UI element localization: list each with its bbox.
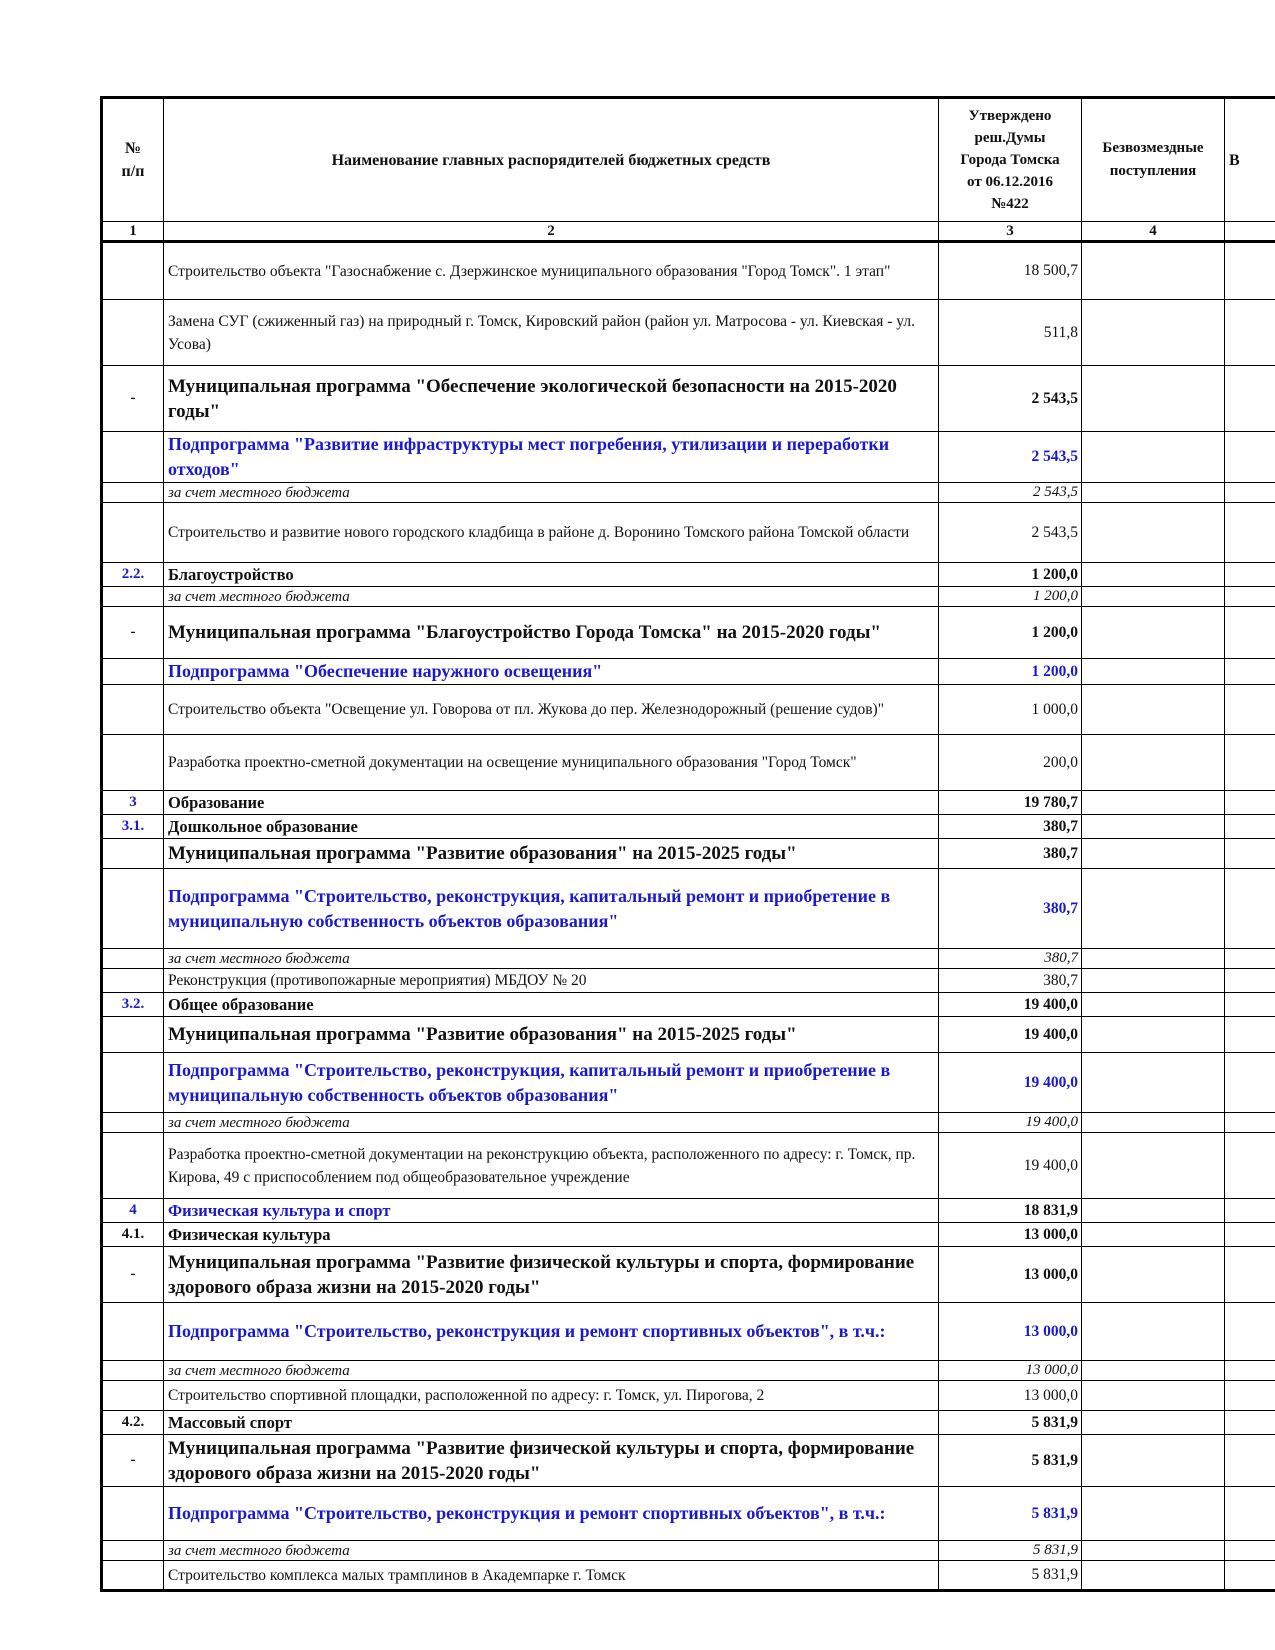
row-col5-value	[1225, 1411, 1275, 1435]
header-gratuitous: Безвозмездные поступления	[1082, 98, 1225, 222]
table-row	[102, 1541, 1275, 1561]
table-row	[102, 815, 1275, 839]
row-approved-value: 19 400,0	[939, 993, 1082, 1017]
row-gratuitous-value	[1082, 1411, 1225, 1435]
row-gratuitous-value	[1082, 432, 1225, 483]
row-gratuitous-value	[1082, 735, 1225, 791]
row-col5-value	[1225, 949, 1275, 969]
row-col5-value	[1225, 503, 1275, 563]
row-gratuitous-value	[1082, 1247, 1225, 1303]
row-approved-value: 380,7	[939, 839, 1082, 869]
row-name: Строительство и развитие нового городского кладбища в районе д. Воронино Томского района Томской области	[164, 503, 939, 563]
row-gratuitous-value	[1082, 839, 1225, 869]
row-number: 4.1.	[102, 1223, 164, 1247]
table-row	[102, 1199, 1275, 1223]
row-col5-value	[1225, 1561, 1275, 1591]
row-number: 3.2.	[102, 993, 164, 1017]
row-name: Муниципальная программа "Развитие образования" на 2015-2025 годы"	[164, 1017, 939, 1053]
row-name: Подпрограмма "Строительство, реконструкция, капитальный ремонт и приобретение в муниципальную собственность объектов образования"	[164, 869, 939, 949]
row-col5-value	[1225, 993, 1275, 1017]
table-row	[102, 1223, 1275, 1247]
row-name: Строительство объекта "Газоснабжение с. Дзержинское муниципального образования "Город Томск". 1 этап"	[164, 242, 939, 300]
row-approved-value: 18 831,9	[939, 1199, 1082, 1223]
row-name: Физическая культура и спорт	[164, 1199, 939, 1223]
row-name: Благоустройство	[164, 563, 939, 587]
row-number: -	[102, 1435, 164, 1487]
table-row	[102, 1381, 1275, 1411]
row-col5-value	[1225, 1303, 1275, 1361]
row-gratuitous-value	[1082, 659, 1225, 685]
table-row	[102, 839, 1275, 869]
row-name: Муниципальная программа "Благоустройство Города Томска" на 2015-2020 годы"	[164, 607, 939, 659]
row-col5-value	[1225, 607, 1275, 659]
row-col5-value	[1225, 1435, 1275, 1487]
row-name: Массовый спорт	[164, 1411, 939, 1435]
row-approved-value: 5 831,9	[939, 1435, 1082, 1487]
row-col5-value	[1225, 1361, 1275, 1381]
row-col5-value	[1225, 300, 1275, 366]
row-number	[102, 242, 164, 300]
row-approved-value: 13 000,0	[939, 1247, 1082, 1303]
row-col5-value	[1225, 839, 1275, 869]
row-col5-value	[1225, 366, 1275, 432]
table-row	[102, 685, 1275, 735]
row-name: Строительство объекта "Освещение ул. Говорова от пл. Жукова до пер. Железнодорожный (решение судов)"	[164, 685, 939, 735]
row-name: Реконструкция (противопожарные мероприятия) МБДОУ № 20	[164, 969, 939, 993]
row-number	[102, 659, 164, 685]
row-number	[102, 300, 164, 366]
row-gratuitous-value	[1082, 607, 1225, 659]
row-number	[102, 1133, 164, 1199]
row-col5-value	[1225, 735, 1275, 791]
row-approved-value: 380,7	[939, 949, 1082, 969]
row-name: Строительство спортивной площадки, расположенной по адресу: г. Томск, ул. Пирогова, 2	[164, 1381, 939, 1411]
row-approved-value: 511,8	[939, 300, 1082, 366]
row-approved-value: 1 200,0	[939, 587, 1082, 607]
table-row	[102, 1303, 1275, 1361]
row-approved-value: 1 200,0	[939, 607, 1082, 659]
row-gratuitous-value	[1082, 1223, 1225, 1247]
row-number	[102, 1361, 164, 1381]
row-gratuitous-value	[1082, 685, 1225, 735]
row-col5-value	[1225, 1541, 1275, 1561]
row-col5-value	[1225, 869, 1275, 949]
row-name: Разработка проектно-сметной документации на освещение муниципального образования "Город Томск"	[164, 735, 939, 791]
row-gratuitous-value	[1082, 815, 1225, 839]
header-name: Наименование главных распорядителей бюджетных средств	[164, 98, 939, 222]
row-name: Образование	[164, 791, 939, 815]
header-approved: Утверждено реш.Думы Города Томска от 06.12.2016 №422	[939, 98, 1082, 222]
row-approved-value: 1 200,0	[939, 563, 1082, 587]
table-row	[102, 1133, 1275, 1199]
row-approved-value: 380,7	[939, 815, 1082, 839]
row-col5-value	[1225, 1381, 1275, 1411]
table-row	[102, 1487, 1275, 1541]
row-number	[102, 1561, 164, 1591]
row-name: Замена СУГ (сжиженный газ) на природный г. Томск, Кировский район (район ул. Матросова - ул. Киевская - ул. Усова)	[164, 300, 939, 366]
row-gratuitous-value	[1082, 791, 1225, 815]
header-index-4: 4	[1082, 222, 1225, 242]
row-col5-value	[1225, 791, 1275, 815]
row-number	[102, 685, 164, 735]
row-gratuitous-value	[1082, 1113, 1225, 1133]
row-approved-value: 2 543,5	[939, 483, 1082, 503]
row-gratuitous-value	[1082, 242, 1225, 300]
row-gratuitous-value	[1082, 563, 1225, 587]
row-name: за счет местного бюджета	[164, 587, 939, 607]
row-approved-value: 5 831,9	[939, 1487, 1082, 1541]
table-row	[102, 1561, 1275, 1591]
row-gratuitous-value	[1082, 366, 1225, 432]
row-approved-value: 1 000,0	[939, 685, 1082, 735]
table-row	[102, 1411, 1275, 1435]
row-gratuitous-value	[1082, 587, 1225, 607]
row-gratuitous-value	[1082, 483, 1225, 503]
table-row	[102, 503, 1275, 563]
row-gratuitous-value	[1082, 1361, 1225, 1381]
row-gratuitous-value	[1082, 869, 1225, 949]
row-approved-value: 13 000,0	[939, 1381, 1082, 1411]
row-name: Подпрограмма "Развитие инфраструктуры мест погребения, утилизации и переработки отходов"	[164, 432, 939, 483]
row-approved-value: 5 831,9	[939, 1561, 1082, 1591]
row-number: 2.2.	[102, 563, 164, 587]
row-name: Подпрограмма "Строительство, реконструкция и ремонт спортивных объектов", в т.ч.:	[164, 1303, 939, 1361]
table-row	[102, 607, 1275, 659]
table-row	[102, 242, 1275, 300]
table-row	[102, 366, 1275, 432]
table-row	[102, 432, 1275, 483]
row-col5-value	[1225, 1133, 1275, 1199]
table-row	[102, 969, 1275, 993]
row-number	[102, 587, 164, 607]
row-approved-value: 5 831,9	[939, 1411, 1082, 1435]
row-name: за счет местного бюджета	[164, 483, 939, 503]
row-col5-value	[1225, 563, 1275, 587]
row-number: 3.1.	[102, 815, 164, 839]
row-col5-value	[1225, 1017, 1275, 1053]
row-number	[102, 869, 164, 949]
table-body	[102, 242, 1275, 1591]
row-approved-value: 200,0	[939, 735, 1082, 791]
row-gratuitous-value	[1082, 949, 1225, 969]
table-row	[102, 563, 1275, 587]
row-name: Муниципальная программа "Развитие физической культуры и спорта, формирование здорового образа жизни на 2015-2020 годы"	[164, 1435, 939, 1487]
row-approved-value: 13 000,0	[939, 1303, 1082, 1361]
table-row	[102, 1053, 1275, 1113]
row-number: -	[102, 607, 164, 659]
table-row	[102, 1361, 1275, 1381]
row-name: Разработка проектно-сметной документации на реконструкцию объекта, расположенного по адресу: г. Томск, пр. Кирова, 49 с приспособлением под общеобразовательное учреждение	[164, 1133, 939, 1199]
row-number	[102, 432, 164, 483]
row-number	[102, 1053, 164, 1113]
table-row	[102, 1435, 1275, 1487]
row-approved-value: 19 400,0	[939, 1113, 1082, 1133]
table-row	[102, 993, 1275, 1017]
row-gratuitous-value	[1082, 1487, 1225, 1541]
header-number: № п/п	[102, 98, 164, 222]
row-approved-value: 19 400,0	[939, 1133, 1082, 1199]
row-approved-value: 380,7	[939, 869, 1082, 949]
row-number: 4.2.	[102, 1411, 164, 1435]
row-gratuitous-value	[1082, 1199, 1225, 1223]
row-name: за счет местного бюджета	[164, 1113, 939, 1133]
row-number	[102, 483, 164, 503]
row-col5-value	[1225, 1199, 1275, 1223]
header-col5: В	[1225, 98, 1275, 222]
row-gratuitous-value	[1082, 1435, 1225, 1487]
table-header	[102, 98, 1275, 242]
row-gratuitous-value	[1082, 993, 1225, 1017]
row-col5-value	[1225, 587, 1275, 607]
row-number	[102, 1017, 164, 1053]
row-name: Муниципальная программа "Развитие образования" на 2015-2025 годы"	[164, 839, 939, 869]
row-number	[102, 969, 164, 993]
row-gratuitous-value	[1082, 1053, 1225, 1113]
row-approved-value: 19 400,0	[939, 1017, 1082, 1053]
row-col5-value	[1225, 483, 1275, 503]
table-row	[102, 949, 1275, 969]
row-col5-value	[1225, 1487, 1275, 1541]
row-approved-value: 13 000,0	[939, 1223, 1082, 1247]
row-name: Физическая культура	[164, 1223, 939, 1247]
row-approved-value: 2 543,5	[939, 366, 1082, 432]
row-name: Подпрограмма "Строительство, реконструкция, капитальный ремонт и приобретение в муниципальную собственность объектов образования"	[164, 1053, 939, 1113]
table-row	[102, 1113, 1275, 1133]
header-index-5	[1225, 222, 1275, 242]
row-gratuitous-value	[1082, 1561, 1225, 1591]
row-gratuitous-value	[1082, 1133, 1225, 1199]
row-gratuitous-value	[1082, 300, 1225, 366]
row-col5-value	[1225, 659, 1275, 685]
row-approved-value: 5 831,9	[939, 1541, 1082, 1561]
row-name: Муниципальная программа "Обеспечение экологической безопасности на 2015-2020 годы"	[164, 366, 939, 432]
row-col5-value	[1225, 1053, 1275, 1113]
budget-table-container	[100, 96, 1275, 1592]
row-approved-value: 2 543,5	[939, 432, 1082, 483]
row-gratuitous-value	[1082, 1541, 1225, 1561]
row-number	[102, 735, 164, 791]
row-approved-value: 19 780,7	[939, 791, 1082, 815]
table-row	[102, 1247, 1275, 1303]
table-row	[102, 1017, 1275, 1053]
row-approved-value: 380,7	[939, 969, 1082, 993]
row-name: Подпрограмма "Строительство, реконструкция и ремонт спортивных объектов", в т.ч.:	[164, 1487, 939, 1541]
row-col5-value	[1225, 815, 1275, 839]
budget-table	[100, 96, 1275, 1592]
row-approved-value: 18 500,7	[939, 242, 1082, 300]
table-row	[102, 587, 1275, 607]
table-row	[102, 659, 1275, 685]
row-approved-value: 1 200,0	[939, 659, 1082, 685]
row-number	[102, 503, 164, 563]
row-gratuitous-value	[1082, 1381, 1225, 1411]
row-gratuitous-value	[1082, 969, 1225, 993]
header-index-1: 1	[102, 222, 164, 242]
row-number	[102, 1303, 164, 1361]
row-number	[102, 1381, 164, 1411]
row-col5-value	[1225, 685, 1275, 735]
table-row	[102, 791, 1275, 815]
table-row	[102, 869, 1275, 949]
row-number	[102, 949, 164, 969]
row-name: за счет местного бюджета	[164, 1541, 939, 1561]
row-gratuitous-value	[1082, 1303, 1225, 1361]
row-number	[102, 1541, 164, 1561]
table-row	[102, 483, 1275, 503]
row-approved-value: 19 400,0	[939, 1053, 1082, 1113]
row-number: 4	[102, 1199, 164, 1223]
row-gratuitous-value	[1082, 1017, 1225, 1053]
row-number	[102, 1113, 164, 1133]
table-row	[102, 300, 1275, 366]
row-col5-value	[1225, 1247, 1275, 1303]
row-col5-value	[1225, 969, 1275, 993]
row-name: Муниципальная программа "Развитие физической культуры и спорта, формирование здорового образа жизни на 2015-2020 годы"	[164, 1247, 939, 1303]
row-col5-value	[1225, 242, 1275, 300]
row-number: 3	[102, 791, 164, 815]
table-row	[102, 735, 1275, 791]
row-approved-value: 13 000,0	[939, 1361, 1082, 1381]
header-index-3: 3	[939, 222, 1082, 242]
row-number: -	[102, 366, 164, 432]
row-name: за счет местного бюджета	[164, 949, 939, 969]
row-name: Общее образование	[164, 993, 939, 1017]
row-number	[102, 839, 164, 869]
row-number	[102, 1487, 164, 1541]
header-index-2: 2	[164, 222, 939, 242]
row-name: Дошкольное образование	[164, 815, 939, 839]
row-number: -	[102, 1247, 164, 1303]
row-name: Строительство комплекса малых трамплинов в Академпарке г. Томск	[164, 1561, 939, 1591]
row-col5-value	[1225, 1113, 1275, 1133]
row-approved-value: 2 543,5	[939, 503, 1082, 563]
row-col5-value	[1225, 432, 1275, 483]
row-gratuitous-value	[1082, 503, 1225, 563]
row-name: Подпрограмма "Обеспечение наружного освещения"	[164, 659, 939, 685]
row-name: за счет местного бюджета	[164, 1361, 939, 1381]
row-col5-value	[1225, 1223, 1275, 1247]
